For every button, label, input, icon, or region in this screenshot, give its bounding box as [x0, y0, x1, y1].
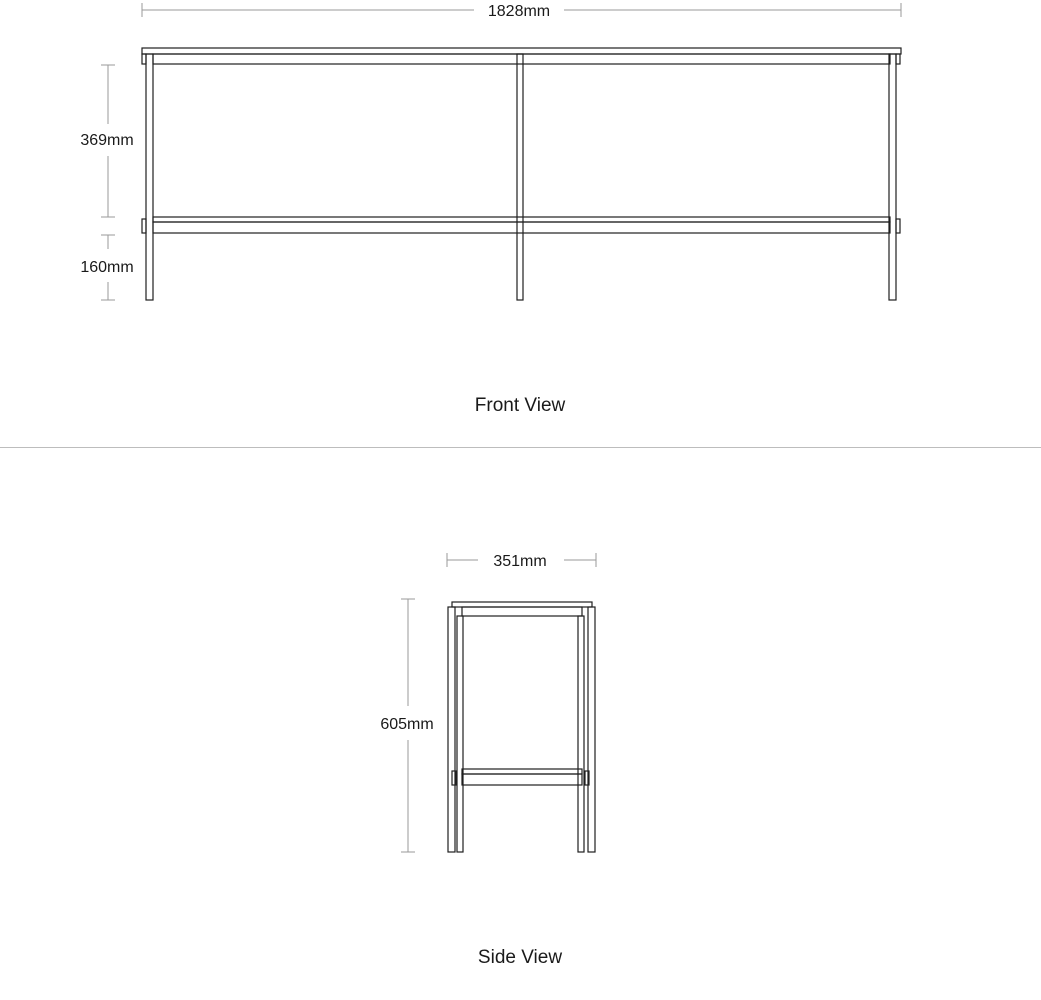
front-leg-height-dimension	[80, 235, 133, 300]
side-height-dimension	[380, 599, 433, 852]
front-width-label: 1828mm	[487, 3, 551, 20]
side-height-label: 605mm	[380, 716, 434, 733]
front-upper-height-label: 369mm	[80, 132, 134, 149]
side-depth-label: 351mm	[493, 553, 547, 570]
front-width-dimension	[142, 3, 901, 20]
side-console-drawing	[448, 602, 595, 852]
front-upper-height-dimension	[80, 65, 133, 217]
side-depth-dimension	[447, 553, 596, 570]
front-view-caption: Front View	[474, 395, 566, 416]
side-view-caption: Side View	[477, 947, 563, 968]
side-view	[380, 553, 596, 968]
front-view	[80, 3, 901, 416]
front-leg-height-label: 160mm	[80, 259, 134, 276]
front-console-drawing	[142, 48, 901, 300]
